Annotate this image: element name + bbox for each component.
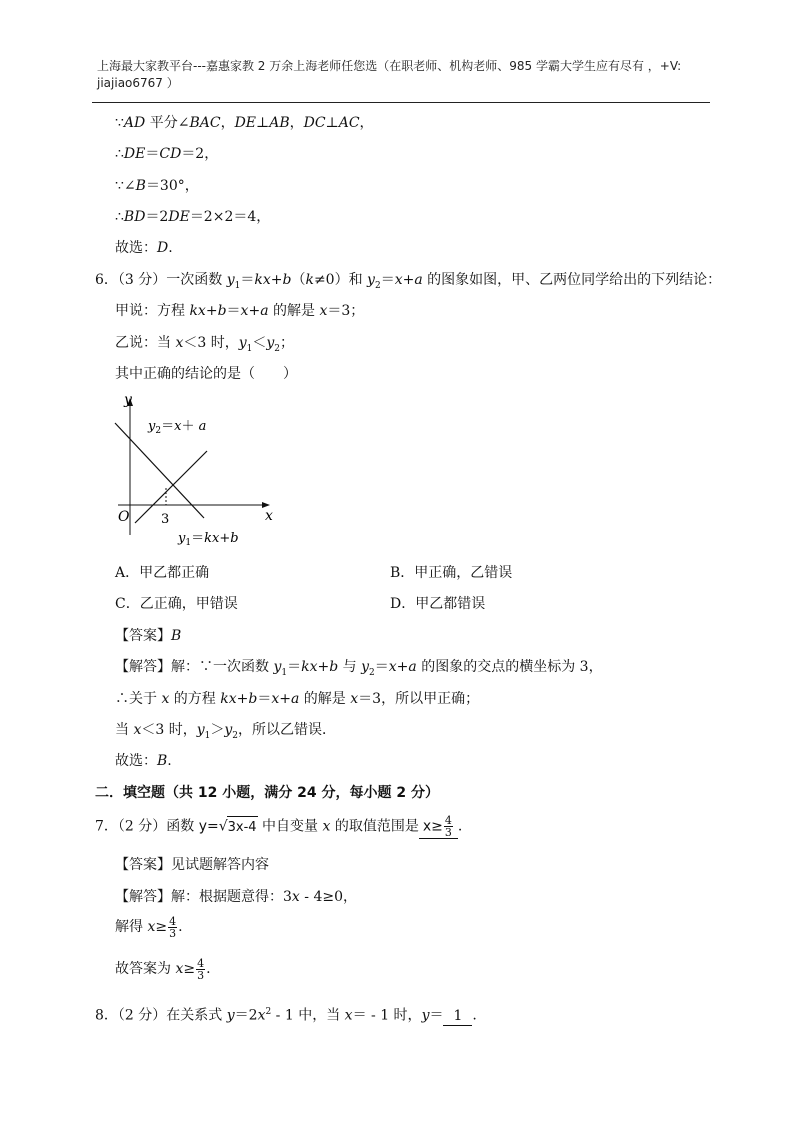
q6-yi-statement: 乙说：当 x＜3 时，$y_1<y_2$； — [115, 335, 295, 354]
x-axis-label: x — [265, 508, 273, 524]
q6-function-graph — [110, 390, 280, 550]
label-y2: $y_2=x+ a$ — [148, 419, 207, 436]
q6-solution-3: 当 x＜3 时，$y_1>y_2$，所以乙错误． — [115, 722, 337, 741]
q5-line-2: ∴DE＝CD＝2， — [115, 146, 219, 162]
q6-solution-4: 故选：B. — [115, 753, 172, 769]
section-2-heading: 二．填空题（共 12 小题，满分 24 分，每小题 2 分） — [95, 785, 439, 801]
tick-3-label: 3 — [161, 512, 170, 527]
q6-solution-2: ∴关于 x 的方程 kx+b＝x+a 的解是 x＝3，所以甲正确； — [115, 691, 480, 707]
q6-answer: 【答案】B — [115, 628, 182, 644]
line-y1 — [115, 423, 204, 518]
q7-solution-1: 【解答】解：根据题意得：3x - 4≥0， — [115, 889, 358, 905]
q7-answer: 【答案】见试题解答内容 — [115, 857, 269, 873]
line-y2 — [135, 451, 207, 523]
header-divider — [92, 102, 710, 103]
q5-line-3: ∵∠B＝30°， — [115, 178, 199, 194]
q7-solution-3: 故答案为 x≥ $\frac{4}{3}$ . — [115, 956, 211, 982]
origin-label: O — [118, 509, 130, 525]
q6-option-c: C．乙正确，甲错误 — [115, 596, 238, 612]
q6-jia-statement: 甲说：方程 kx+b＝x+a 的解是 x＝3； — [115, 303, 365, 319]
q8-stem: 8．（2 分）在关系式 $y=2x^2 - 1$ 中，当 x＝ - 1 时，y＝ 1 . — [95, 1007, 477, 1024]
q5-answer-choice: 故选：D. — [115, 240, 173, 256]
q7-solution-2: 解得 x≥ $\frac{4}{3}$ . — [115, 914, 183, 940]
q6-ask: 其中正确的结论的是（ ） — [115, 366, 297, 382]
q5-line-4: ∴BD＝2DE＝2×2＝4， — [115, 209, 271, 225]
page-header: 上海最大家教平台---嘉惠家教 2 万余上海老师任您选（在职老师、机构老师、985 学霸大学生应有尽有 ，+V: jiajiao6767 ） — [97, 59, 682, 90]
q6-option-a: A．甲乙都正确 — [115, 565, 210, 581]
q6-stem: 6．（3 分）一次函数 $y_1=kx+b(k\ne 0)$和 $y_2=x+a$ 的图象如图，甲、乙两位同学给出的下列结论： — [95, 272, 722, 291]
q5-line-1: ∵AD 平分∠BAC，DE⊥AB，DC⊥AC， — [115, 115, 374, 131]
q6-solution-1: 【解答】解：∵一次函数 $y_1=kx+b$ 与 $y_2=x+a$ 的图象的交点的横坐标为 3， — [115, 659, 603, 678]
label-y1: $y_1=kx+b$ — [178, 531, 239, 548]
q7-stem: 7．（2 分）函数 y=√3x-4 中自变量 x 的取值范围是 x≥ $\frac{4}{3}$ . — [95, 814, 463, 839]
q6-option-d: D．甲乙都错误 — [390, 596, 486, 612]
y-axis-label: y — [124, 392, 132, 408]
q6-option-b: B．甲正确，乙错误 — [390, 565, 513, 581]
